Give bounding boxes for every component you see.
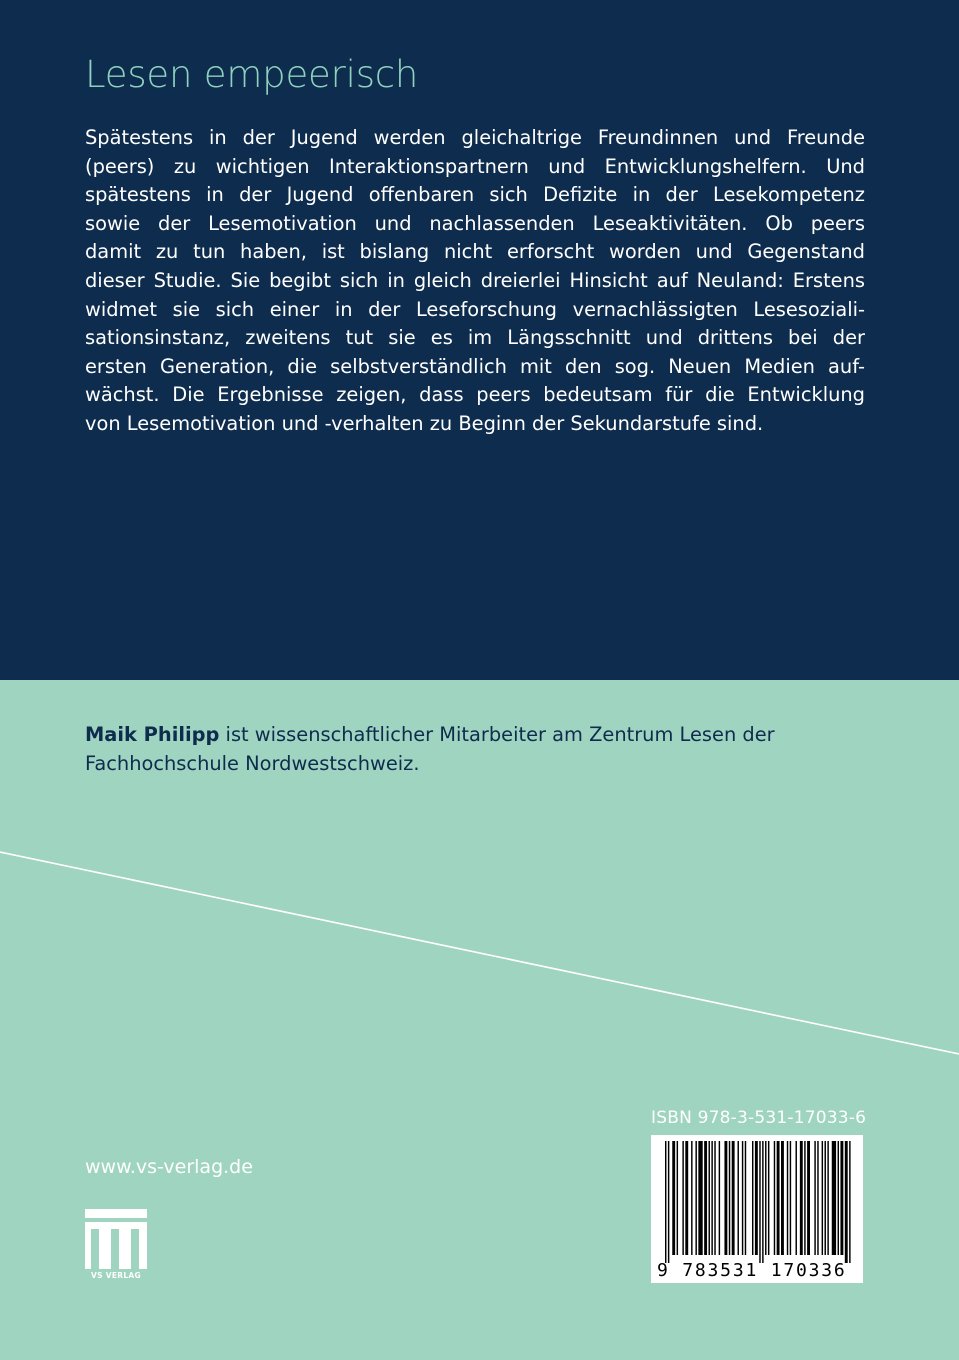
barcode-bar [742,1141,743,1255]
blurb-line: Spätestens in der Jugend werden gleichaltrige Freundinnen und Freunde [85,126,865,149]
barcode-bar [704,1141,707,1255]
barcode-bar [714,1141,715,1255]
vs-verlag-logo-icon [85,1209,147,1271]
blurb-line: damit zu tun haben, ist bislang nicht erforscht worden und Gegenstand [85,240,865,264]
barcode-bar [849,1141,850,1263]
barcode-bar [724,1141,727,1255]
author-bio-text: ist wissenschaftlicher Mitarbeiter am Zentrum Lesen der [219,723,775,746]
logo-caption: VS VERLAG [91,1271,141,1280]
author-bio-line: Fachhochschule Nordwestschweiz. [85,752,420,775]
barcode-bar [768,1141,769,1255]
barcode-bar [765,1141,766,1255]
barcode-digits: 9 783531 170336 [657,1260,847,1281]
barcode-bar [790,1141,791,1255]
barcode-bar [685,1141,688,1255]
barcode-bar [752,1141,753,1255]
barcode-bar [711,1141,712,1255]
barcode-bar [682,1141,683,1255]
blurb-line: sowie der Lesemotivation und nachlassenden Leseaktivitäten. Ob peers [85,211,865,235]
barcode-bar [665,1141,666,1263]
barcode-bar [695,1141,696,1255]
barcode-bar [796,1141,797,1255]
barcode-bar [838,1141,839,1255]
blurb-text [85,124,865,439]
publisher-url: www.vs-verlag.de [85,1156,253,1178]
blurb-line: dieser Studie. Sie begibt sich in gleich dreierlei Hinsicht auf Neuland: Erstens [85,268,865,292]
barcode-bar [781,1141,784,1255]
blurb-line: (peers) zu wichtigen Interaktionspartnern und Entwicklungshelfern. Und [85,154,865,178]
barcode-bar [777,1141,780,1255]
barcode-bar [804,1141,805,1255]
barcode-bar [762,1141,763,1263]
blurb-line: wächst. Die Ergebnisse zeigen, dass peers bedeutsam für die Entwicklung [85,383,865,407]
barcode-bar [817,1141,818,1255]
barcode-bar [745,1141,746,1255]
book-title: Lesen empeerisch [85,53,419,96]
barcode-bar [677,1141,678,1255]
barcode [651,1135,863,1283]
author-name: Maik Philipp [85,723,220,746]
barcode-bar [787,1141,788,1255]
barcode-bar [825,1141,826,1255]
barcode-bar [719,1141,720,1255]
blurb-line: von Lesemotivation und -verhalten zu Beginn der Sekundarstufe sind. [85,411,764,435]
barcode-bar [755,1141,758,1255]
bottom-panel [0,680,959,1360]
blurb-line: ersten Generation, die selbstverständlich mit den sog. Neuen Medien auf- [85,354,865,378]
barcode-bar [672,1141,675,1255]
barcode-bar [800,1141,803,1255]
barcode-bar [691,1141,692,1255]
isbn-label: ISBN 978-3-531-17033-6 [651,1108,867,1128]
barcode-bar [709,1141,710,1255]
barcode-bar [738,1141,739,1255]
barcode-bar [698,1141,702,1255]
barcode-bar [774,1141,775,1255]
barcode-bar [807,1141,810,1255]
barcode-bar [759,1141,760,1263]
blurb-line: spätestens in der Jugend offenbaren sich Defizite in der Lesekompetenz [85,183,865,207]
barcode-bar [732,1141,735,1255]
barcode-bar [814,1141,815,1255]
blurb-line: widmet sie sich einer in der Leseforschung vernachlässigten Lesesoziali- [85,297,865,321]
barcode-bar [832,1141,836,1255]
blurb-line: sationsinstanz, zweitens tut sie es im Längsschnitt und drittens bei der [85,326,865,350]
barcode-bar [840,1141,843,1255]
barcode-bar [668,1141,669,1263]
barcode-bar [827,1141,828,1255]
barcode-bar [729,1141,730,1255]
barcode-bar [845,1141,848,1263]
barcode-bar [822,1141,823,1255]
